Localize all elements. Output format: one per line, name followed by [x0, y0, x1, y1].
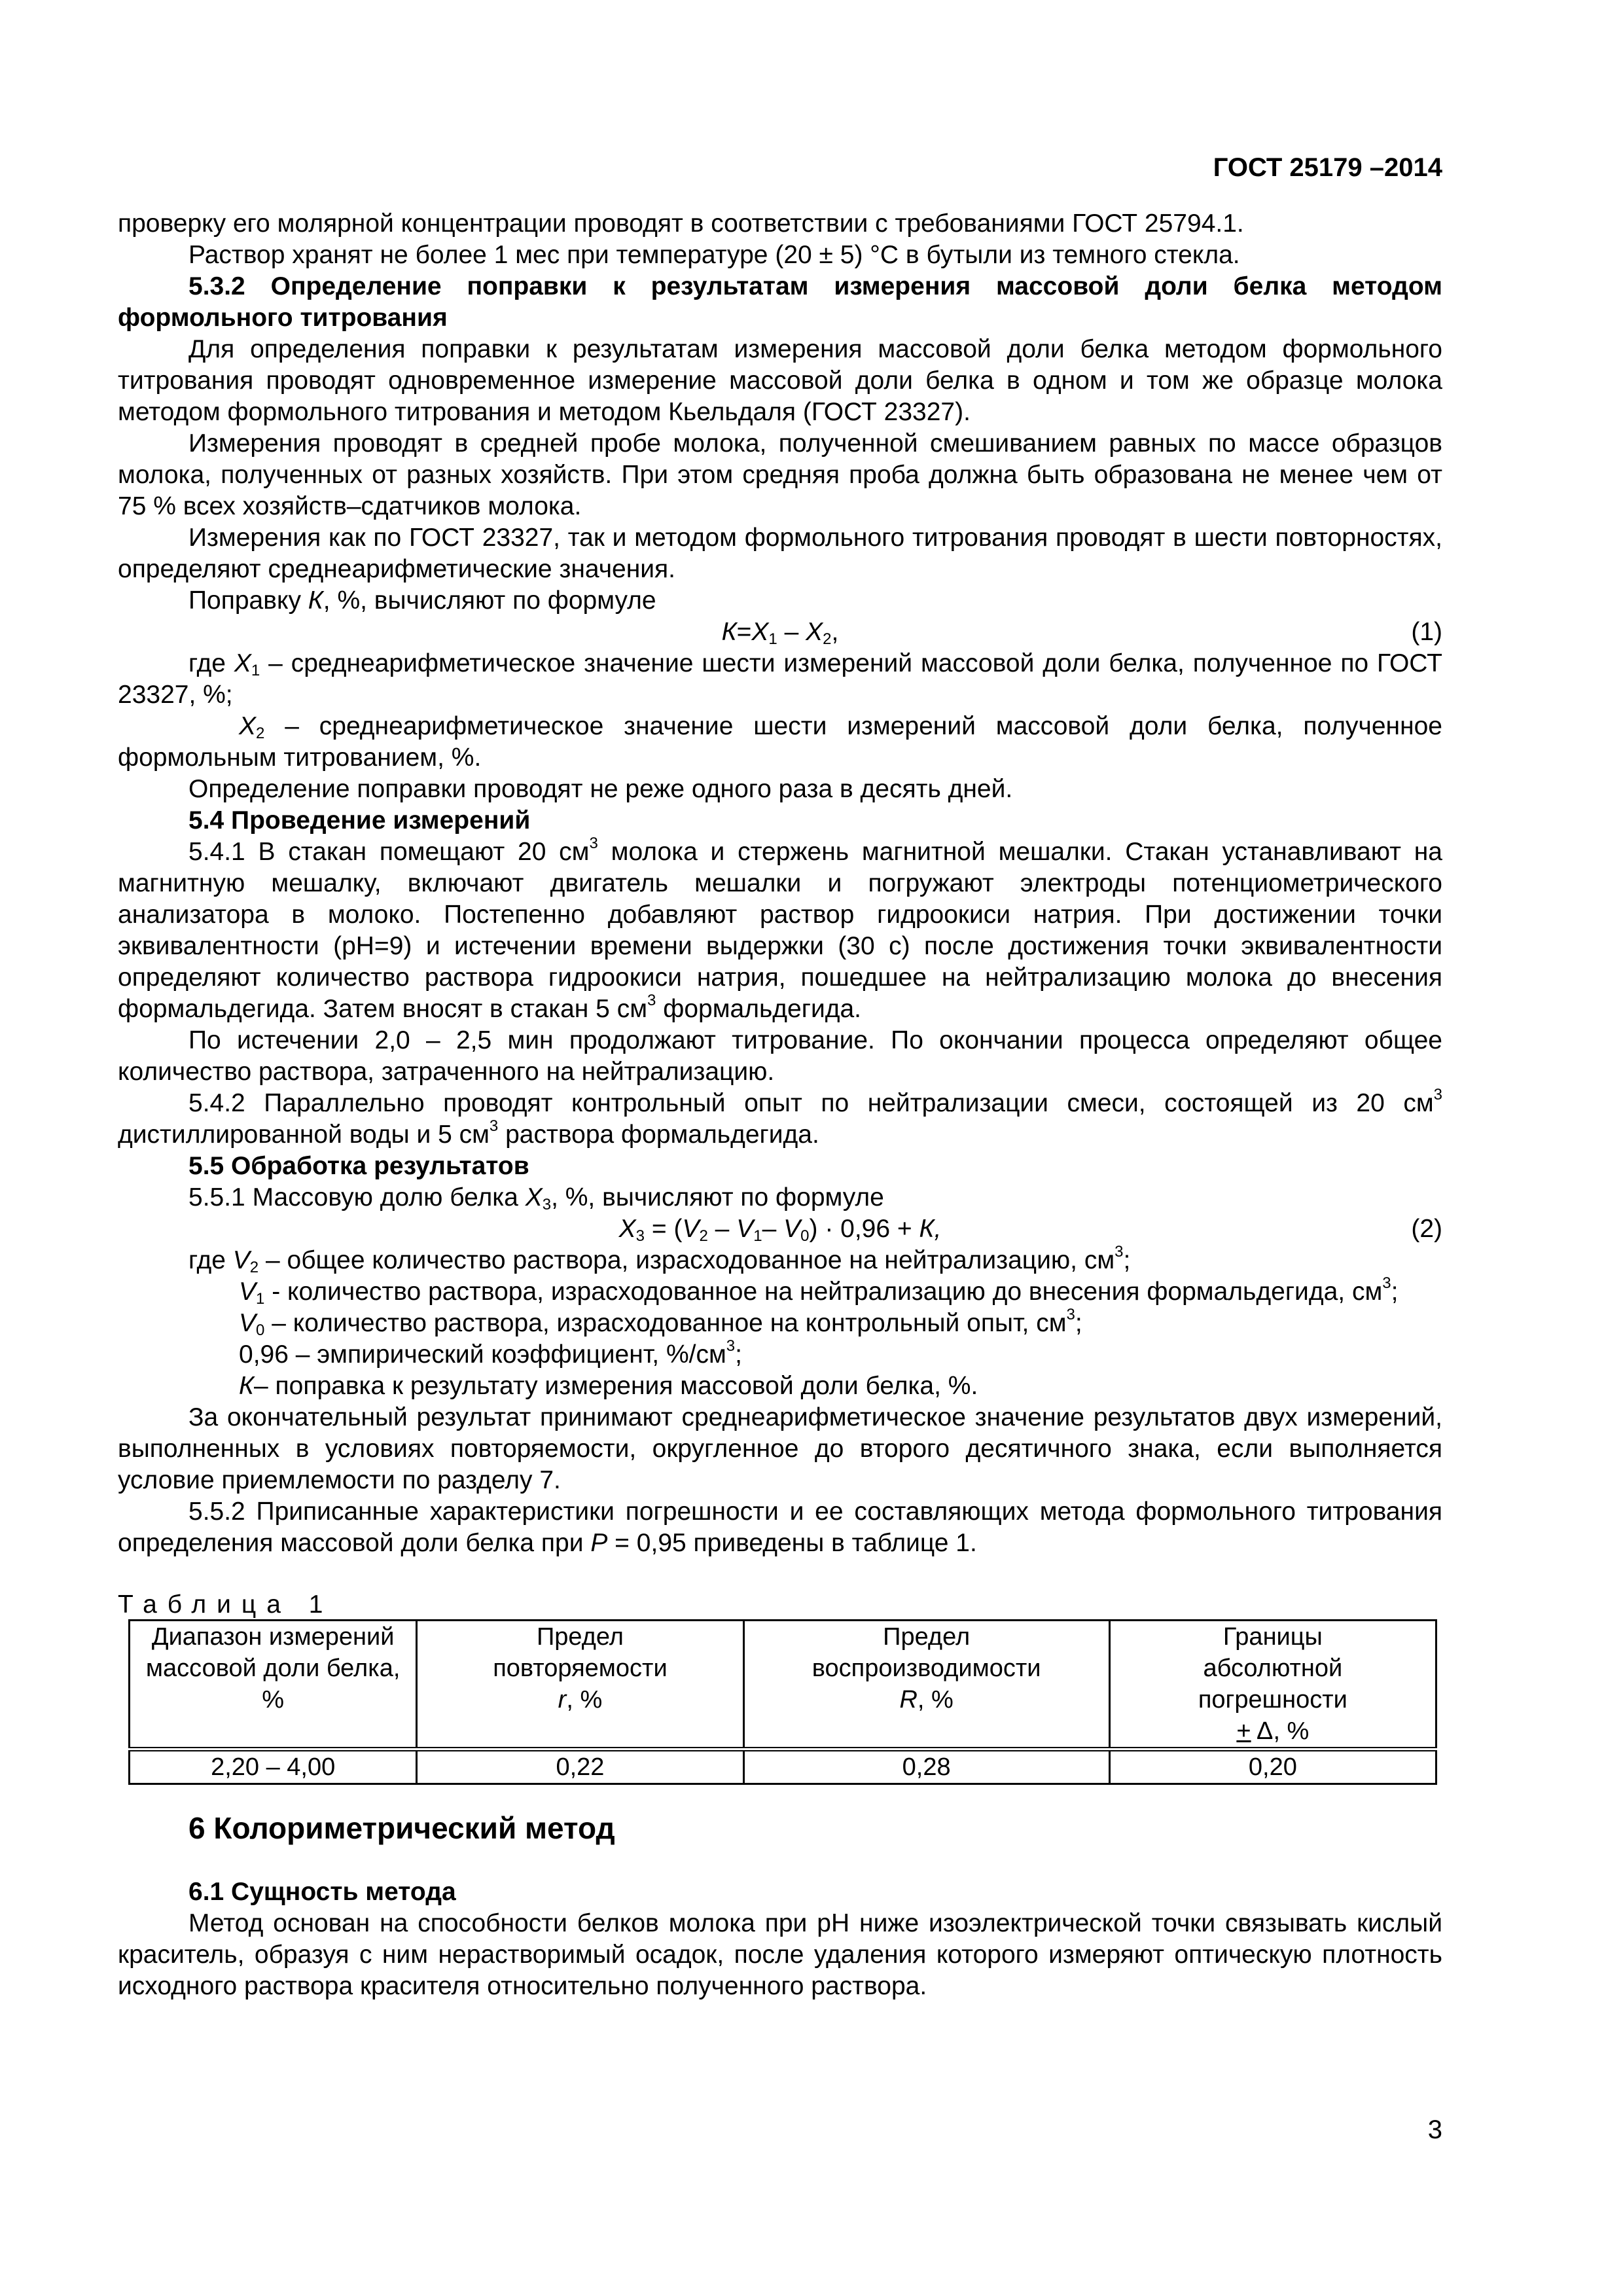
where-clause: $V_0$ – количество раствора, израсходованное на контрольный опыт, $см^3$;: [239, 1306, 1082, 1339]
document-header: ГОСТ 25179 –2014: [1213, 153, 1442, 182]
table-header-row: [130, 1621, 1436, 1749]
formula-1: $К=X_1 - X_2$, (1): [721, 618, 1442, 648]
table-header-cell: Границы абсолютной погрешности + Δ, %: [1109, 1621, 1436, 1749]
where-clause: где $V_2$ – общее количество раствора, израсходованное на нейтрализацию, $см^3$;: [188, 1243, 1131, 1276]
paragraph: Для определения поправки к результатам измерения массовой доли белка методом формольного титрования проводят одновременное измерение массовой доли белка в одном и том же образце молока методом формольного титрования и методом Кьельдаля (ГОСТ 23327).: [118, 335, 1442, 426]
paragraph: Метод основан на способности белков молока при рН ниже изоэлектрической точки связывать кислый краситель, образуя с ним нерастворимый осадок, после удаления которого измеряют оптическую плотность исходного раствора красителя относительно полученного раствора.: [118, 1909, 1442, 2000]
table-cell: 0,22: [417, 1749, 743, 1784]
paragraph: проверку его молярной концентрации проводят в соответствии с требованиями ГОСТ 25794.1.: [118, 209, 1244, 238]
table-1: [128, 1619, 1437, 1785]
table-cell: 0,28: [743, 1749, 1109, 1784]
page-number: 3: [1427, 2115, 1442, 2144]
table-caption: Таблица 1: [118, 1590, 334, 1619]
paragraph: 5.4.1 В стакан помещают 20 $см^3$ молока и стержень магнитной мешалки. Стакан устанавливают на магнитную мешалку, включают двигатель мешалки и погружают электроды потенциометрического анализатора в молоко. Постепенно добавляют раствор гидроокиси натрия. При достижении точки эквивалентности (рН=9) и истечении времени выдержки (30 с) после достижения точки эквивалентности определяют количество раствора гидроокиси натрия, пошедшее на нейтрализацию молока до внесения формальдегида. Затем вносят в стакан 5 $см^3$ формальдегида.: [118, 834, 1442, 1023]
formula-number: (1): [1411, 618, 1442, 646]
section-heading-5-3-2: 5.3.2 Определение поправки к результатам измерения массовой доли белка методом формольного титрования: [118, 272, 1442, 332]
table-row: [130, 1749, 1436, 1784]
document-body: [118, 208, 1442, 2002]
where-clause: где $X_1$ – среднеарифметическое значение шести измерений массовой доли белка, полученное по ГОСТ 23327, %;: [118, 649, 1442, 709]
paragraph: По истечении 2,0 – 2,5 мин продолжают титрование. По окончании процесса определяют общее количество раствора, затраченного на нейтрализацию.: [118, 1026, 1442, 1086]
where-clause: К– поправка к результату измерения массовой доли белка, %.: [239, 1372, 978, 1400]
table-header-cell: Диапазон измерений массовой доли белка, %: [130, 1621, 417, 1749]
table-header-cell: Предел воспроизводимости R, %: [743, 1621, 1109, 1749]
formula-2: $X_3 = (V_2 - V_1-$ $V_0) \cdot 0,96 + К$, (2): [618, 1215, 1442, 1245]
paragraph: 5.5.2 Приписанные характеристики погрешности и ее составляющих метода формольного титрования определения массовой доли белка при Р = 0,95 приведены в таблице 1.: [118, 1498, 1442, 1557]
paragraph: 5.5.1 Массовую долю белка $X_3$, %, вычисляют по формуле: [188, 1183, 884, 1213]
paragraph: Определение поправки проводят не реже одного раза в десять дней.: [188, 775, 1013, 803]
where-clause: 0,96 – эмпирический коэффициент, $\%/см^3$;: [239, 1337, 742, 1369]
section-heading-5-5: 5.5 Обработка результатов: [188, 1152, 529, 1180]
paragraph: 5.4.2 Параллельно проводят контрольный опыт по нейтрализации смеси, состоящей из 20 $см^3$ дистиллированной воды и 5 $см^3$ раствора формальдегида.: [118, 1086, 1442, 1149]
table-cell: 2,20 – 4,00: [130, 1749, 417, 1784]
paragraph: Поправку К, %, вычисляют по формуле: [188, 586, 656, 615]
section-heading-6: 6 Колориметрический метод: [188, 1811, 615, 1845]
paragraph: Измерения проводят в средней пробе молока, полученной смешиванием равных по массе образцов молока, полученных от разных хозяйств. При этом средняя проба должна быть образована не менее чем от 75 % всех хозяйств–сдатчиков молока.: [118, 429, 1442, 520]
where-clause: $X_2$ – среднеарифметическое значение шести измерений массовой доли белка, полученное формольным титрованием, %.: [118, 712, 1442, 772]
section-heading-5-4: 5.4 Проведение измерений: [188, 806, 531, 834]
section-heading-6-1: 6.1 Сущность метода: [188, 1878, 456, 1906]
where-clause: $V_1$ - количество раствора, израсходованное на нейтрализацию до внесения формальдегида, $см^3$;: [239, 1274, 1399, 1308]
formula-number: (2): [1411, 1215, 1442, 1243]
paragraph: Раствор хранят не более 1 мес при температуре (20 ± 5) °С в бутыли из темного стекла.: [188, 241, 1240, 269]
paragraph: За окончательный результат принимают среднеарифметическое значение результатов двух измерений, выполненных в условиях повторяемости, округленное до второго десятичного знака, если выполняется условие приемлемости по разделу 7.: [118, 1403, 1442, 1494]
paragraph: Измерения как по ГОСТ 23327, так и методом формольного титрования проводят в шести повторностях, определяют среднеарифметические значения.: [118, 524, 1442, 583]
table-cell: 0,20: [1109, 1749, 1436, 1784]
table-header-cell: Предел повторяемости r, %: [417, 1621, 743, 1749]
